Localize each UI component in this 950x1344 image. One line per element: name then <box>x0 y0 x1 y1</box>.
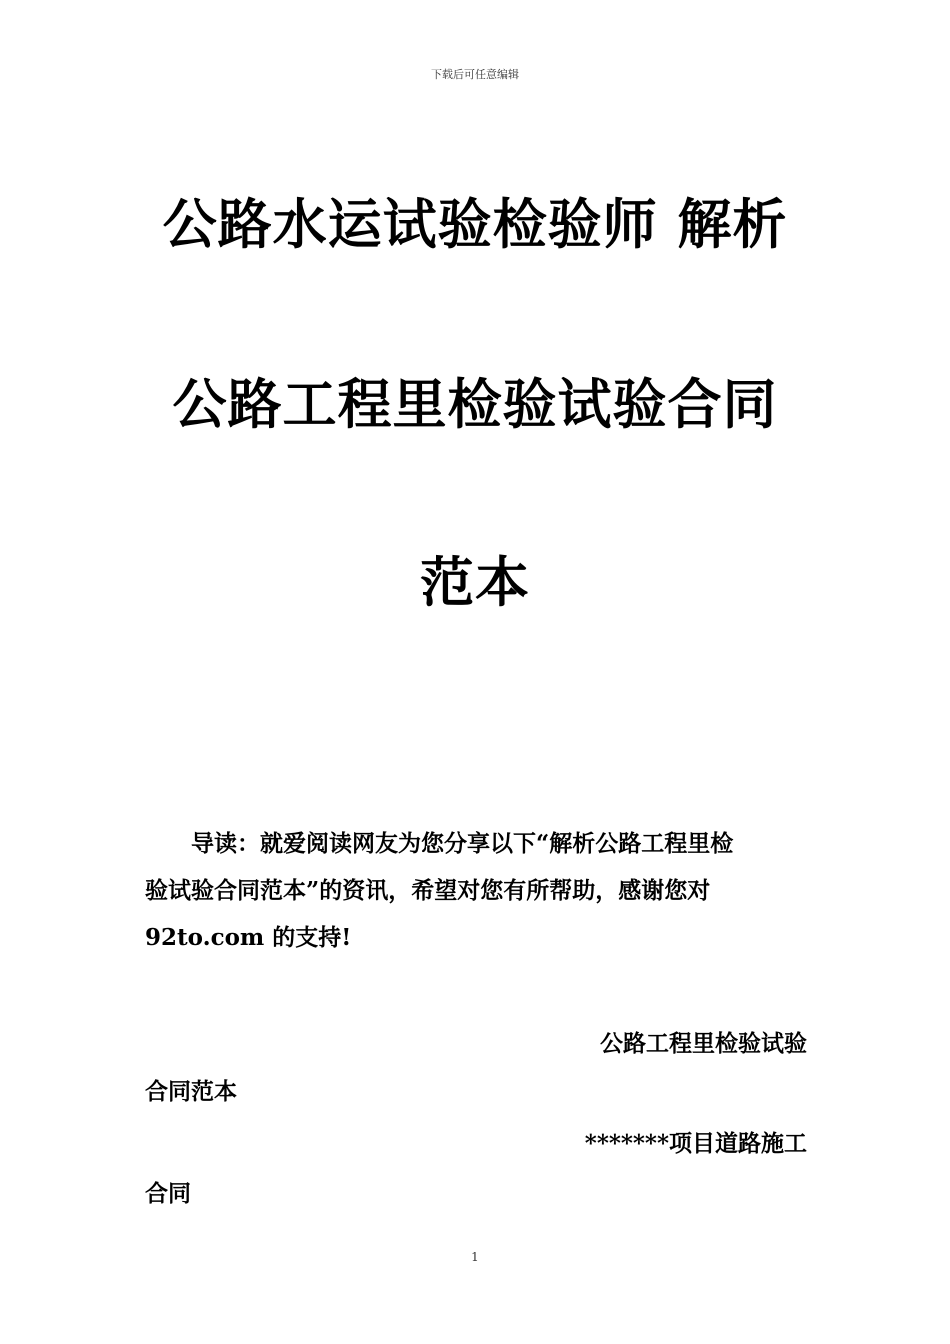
section-heading-right: 公路工程里检验试验 <box>600 1030 807 1057</box>
intro-line-1: 导读：就爱阅读网友为您分享以下“解析公路工程里检 <box>191 830 734 857</box>
project-title-left: 合同 <box>145 1180 191 1207</box>
header-note: 下载后可任意编辑 <box>431 68 519 81</box>
project-title-right: *******项目道路施工 <box>584 1130 807 1157</box>
section-heading-left: 合同范本 <box>145 1078 237 1105</box>
intro-paragraph <box>145 820 807 961</box>
title-line-2: 公路工程里检验试验合同 <box>172 373 778 436</box>
title-line-3: 范本 <box>420 551 530 614</box>
intro-line-3: 92to.com 的支持! <box>145 924 352 951</box>
page-number: 1 <box>471 1250 479 1264</box>
title-line-1: 公路水运试验检验师 解析 <box>162 193 788 256</box>
intro-line-2: 验试验合同范本”的资讯，希望对您有所帮助，感谢您对 <box>145 877 711 904</box>
